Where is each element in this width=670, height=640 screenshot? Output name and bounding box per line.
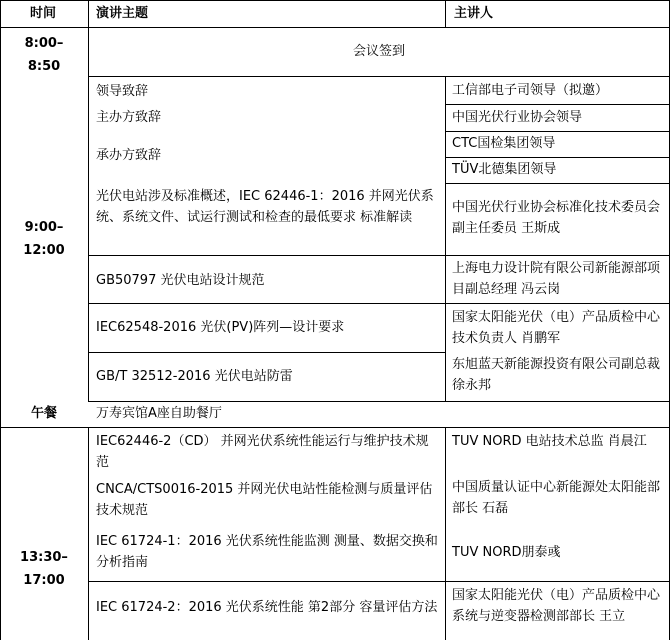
speaker-cell: 东旭蓝天新能源投资有限公司副总裁 徐永邦 — [452, 357, 661, 393]
speaker-cell: 中国光伏行业协会标准化技术委员会副主任委员 王斯成 — [452, 200, 661, 236]
topic-cell: IEC 61724-1：2016 光伏系统性能监测 测量、数据交换和分析指南 — [96, 534, 438, 570]
time-slot-end: 12:00 — [23, 243, 65, 258]
speaker-cell: 国家太阳能光伏（电）产品质检中心系统与逆变器检测部部长 王立 — [452, 588, 661, 624]
speaker-cell: 工信部电子司领导（拟邀） — [452, 83, 609, 98]
topic-cell: 光伏电站涉及标准概述，IEC 62446-1：2016 并网光伏系统、系统文件、试运行测试和检查的最低要求 标准解读 — [96, 189, 434, 225]
row-divider — [88, 352, 445, 353]
row-divider — [88, 303, 670, 304]
speaker-cell: CTC国检集团领导 — [452, 136, 556, 151]
row-divider — [445, 157, 670, 158]
topic-cell: 承办方致辞 — [96, 148, 162, 163]
speaker-cell: 国家太阳能光伏（电）产品质检中心 技术负责人 肖鹏军 — [452, 310, 661, 346]
row-divider — [445, 104, 670, 105]
topic-cell: IEC62446-2（CD） 并网光伏系统性能运行与维护技术规范 — [96, 434, 429, 470]
header-topic: 演讲主题 — [96, 6, 149, 21]
table-border-left — [0, 0, 1, 640]
row-divider — [445, 131, 670, 132]
row-divider — [0, 427, 670, 428]
topic-cell: CNCA/CTS0016-2015 并网光伏电站性能检测与质量评估技术规范 — [96, 482, 433, 518]
speaker-column-divider — [445, 76, 446, 401]
speaker-cell: TUV NORD朋泰彧 — [452, 545, 561, 560]
time-slot-start: 9:00– — [24, 220, 64, 235]
lunch-venue: 万寿宾馆A座自助餐厅 — [96, 406, 222, 421]
speaker-column-divider — [445, 427, 446, 640]
row-divider — [445, 183, 670, 184]
topic-cell: IEC62548-2016 光伏(PV)阵列—设计要求 — [96, 320, 345, 335]
time-slot-end: 8:50 — [27, 59, 61, 74]
speaker-cell: TÜV北德集团领导 — [452, 162, 557, 177]
checkin-cell: 会议签到 — [352, 44, 405, 59]
time-slot-start: 8:00– — [24, 36, 64, 51]
topic-cell: 主办方致辞 — [96, 110, 162, 125]
speaker-cell: TUV NORD 电站技术总监 肖晨江 — [452, 434, 647, 449]
row-divider — [88, 255, 670, 256]
row-divider — [88, 401, 670, 402]
header-speaker: 主讲人 — [454, 6, 494, 21]
time-column-divider — [88, 427, 89, 640]
header-divider — [0, 27, 670, 28]
time-slot-end: 17:00 — [23, 573, 65, 588]
row-divider — [88, 76, 670, 77]
lunch-label: 午餐 — [30, 406, 57, 421]
speaker-cell: 中国质量认证中心新能源处太阳能部部长 石磊 — [452, 480, 661, 516]
speaker-cell: 中国光伏行业协会领导 — [452, 110, 583, 125]
header-time: 时间 — [30, 6, 57, 21]
row-divider — [88, 581, 670, 582]
topic-cell: IEC 61724-2：2016 光伏系统性能 第2部分 容量评估方法 — [96, 600, 438, 615]
speaker-column-divider — [445, 0, 446, 27]
topic-cell: GB50797 光伏电站设计规范 — [96, 273, 265, 288]
topic-cell: GB/T 32512-2016 光伏电站防雷 — [96, 369, 293, 384]
speaker-cell: 上海电力设计院有限公司新能源部项目副总经理 冯云岗 — [452, 261, 661, 297]
topic-cell: 领导致辞 — [96, 84, 149, 99]
time-slot-start: 13:30– — [20, 550, 68, 565]
